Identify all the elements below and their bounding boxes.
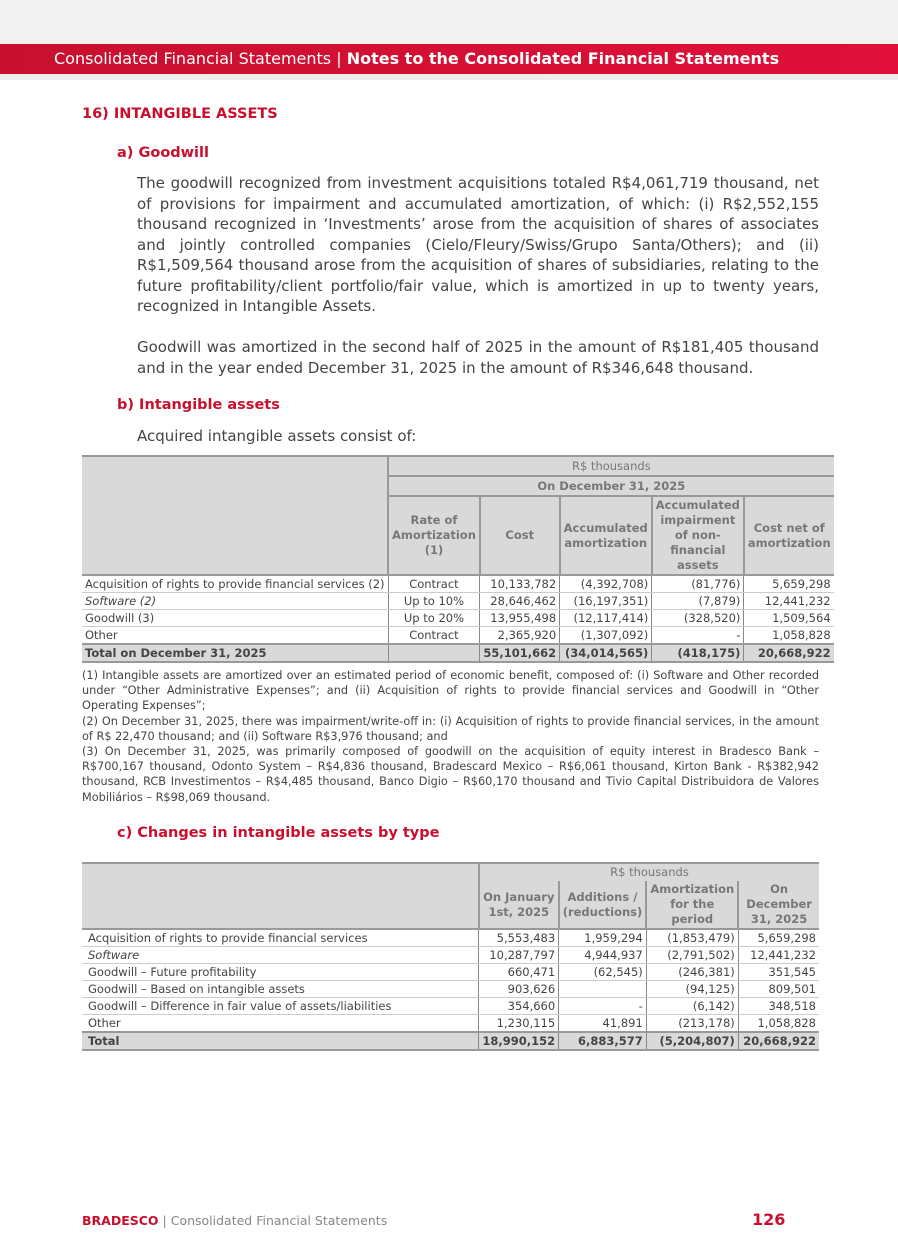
row-label: Goodwill – Future profitability [82,964,479,981]
footer-brand: BRADESCO [82,1213,159,1228]
column-header: Amortization for the period [646,881,738,929]
cell: 10,287,797 [479,947,559,964]
footer-text: Consolidated Financial Statements [170,1213,388,1228]
cell: 1,509,564 [744,610,834,627]
column-header: Cost net of amortization [744,496,834,575]
table-row [82,593,834,610]
cell: 12,441,232 [744,593,834,610]
goodwill-heading: a) Goodwill [117,145,209,161]
table-row [82,610,834,627]
cell: (1,307,092) [560,627,652,645]
changes-table [82,862,819,1051]
cell: 351,545 [738,964,819,981]
footnote-2: (2) On December 31, 2025, there was impairment/write-off in: (i) Acquisition of rights to provide financial services, in the amount of R$ 22,470 thousand; and (ii) Software R$3,976 thousand; and [82,714,819,743]
cell: 660,471 [479,964,559,981]
total-label: Total on December 31, 2025 [82,644,388,662]
cell: (4,392,708) [560,575,652,593]
cell: (213,178) [646,1015,738,1033]
cell: (246,381) [646,964,738,981]
cell: 1,058,828 [744,627,834,645]
header-separator: | [331,49,347,68]
page-header [0,44,898,74]
total-row [82,1032,819,1050]
footnote-1: (1) Intangible assets are amortized over an estimated period of economic benefit, composed of: (i) Software and Other recorded under “Other Administrative Expenses”; and (ii) Acquisition of rights to provide financial services and Goodwill in “Other Operating Expenses”; [82,669,819,713]
footnote-3: (3) On December 31, 2025, was primarily composed of goodwill on the acquisition of equity interest in Bradesco Bank – R$700,167 thousand, Odonto System – R$4,836 thousand, Bradescard Mexico – R$6,061 thousand, Kirton Bank - R$382,942 thousand, RCB Investimentos – R$4,485 thousand, Banco Digio – R$60,170 thousand and Tivio Capital Distribuidora de Valores Mobiliários – R$98,069 thousand. [82,745,819,804]
section-heading: 16) INTANGIBLE ASSETS [82,106,278,122]
cell: (6,142) [646,998,738,1015]
total-cell: 55,101,662 [480,644,560,662]
table-row [82,964,819,981]
cell: Up to 10% [388,593,480,610]
goodwill-paragraph-1: The goodwill recognized from investment acquisitions totaled R$4,061,719 thousand, net of provisions for impairment and accumulated amortization, of which: (i) R$2,552,155 thousand recognized in ‘Investments’ arose from the acquisition of shares of associates and jointly controlled companies (Cielo/Fleury/Swiss/Grupo Santa/Others); and (ii) R$1,509,564 thousand arose from the acquisition of shares of subsidiaries, relating to the future profitability/client portfolio/fair value, which is amortized in up to twenty years, recognized in Intangible Assets. [137,174,819,315]
table-row [82,998,819,1015]
column-header: On January 1st, 2025 [479,881,559,929]
top-band [0,0,898,44]
column-header: Accumulated impairment of non-financial assets [652,496,744,575]
unit-label: R$ thousands [388,456,834,476]
row-label: Other [82,1015,479,1033]
cell [559,981,647,998]
cell: (16,197,351) [560,593,652,610]
total-cell: 18,990,152 [479,1032,559,1050]
cell: 12,441,232 [738,947,819,964]
row-label: Goodwill – Difference in fair value of assets/liabilities [82,998,479,1015]
total-cell: (418,175) [652,644,744,662]
footer-sep: | [158,1213,171,1228]
row-label: Goodwill (3) [82,610,388,627]
cell: 41,891 [559,1015,647,1033]
cell: Contract [388,575,480,593]
row-label: Software [82,947,479,964]
column-header: Accumulated amortization [560,496,652,575]
cell: 2,365,920 [480,627,560,645]
cell: 354,660 [479,998,559,1015]
intangible-heading: b) Intangible assets [117,397,280,413]
cell: 1,959,294 [559,929,647,947]
table-row [82,947,819,964]
cell: Contract [388,627,480,645]
cell: (12,117,414) [560,610,652,627]
header-title: Notes to the Consolidated Financial Statements [346,49,780,68]
total-cell: 6,883,577 [559,1032,647,1050]
cell: (1,853,479) [646,929,738,947]
intangible-assets-table [82,455,834,663]
total-cell: 20,668,922 [738,1032,819,1050]
cell: (2,791,502) [646,947,738,964]
column-header: On December 31, 2025 [738,881,819,929]
period-label: On December 31, 2025 [388,476,834,496]
cell: (328,520) [652,610,744,627]
row-label: Software (2) [82,593,388,610]
cell: 4,944,937 [559,947,647,964]
row-label: Other [82,627,388,645]
cell: (94,125) [646,981,738,998]
unit-label: R$ thousands [479,863,819,881]
table-row [82,575,834,593]
header-section: Consolidated Financial Statements [54,49,332,68]
total-cell: 20,668,922 [744,644,834,662]
goodwill-paragraph-2: Goodwill was amortized in the second half of 2025 in the amount of R$181,405 thousand and in the year ended December 31, 2025 in the amount of R$346,648 thousand. [137,338,819,377]
page-number: 126 [752,1210,786,1229]
cell: 5,659,298 [738,929,819,947]
cell: 1,230,115 [479,1015,559,1033]
column-header: Cost [480,496,560,575]
total-cell: (5,204,807) [646,1032,738,1050]
total-cell: (34,014,565) [560,644,652,662]
cell: 1,058,828 [738,1015,819,1033]
header-blank [82,863,479,929]
cell: 809,501 [738,981,819,998]
row-label: Goodwill – Based on intangible assets [82,981,479,998]
footer [82,1213,387,1228]
changes-heading: c) Changes in intangible assets by type [117,825,440,841]
cell: - [652,627,744,645]
table-row [82,1015,819,1033]
cell: (62,545) [559,964,647,981]
total-cell [388,644,480,662]
cell: Up to 20% [388,610,480,627]
table-row [82,981,819,998]
cell: (81,776) [652,575,744,593]
cell: 903,626 [479,981,559,998]
cell: 5,553,483 [479,929,559,947]
cell: 13,955,498 [480,610,560,627]
cell: 28,646,462 [480,593,560,610]
cell: 5,659,298 [744,575,834,593]
column-header: Rate of Amortization (1) [388,496,480,575]
row-label: Acquisition of rights to provide financial services (2) [82,575,388,593]
cell: - [559,998,647,1015]
row-label: Acquisition of rights to provide financial services [82,929,479,947]
header-blank [82,456,388,575]
table-row [82,929,819,947]
footnotes [82,668,819,805]
total-row [82,644,834,662]
cell: (7,879) [652,593,744,610]
cell: 10,133,782 [480,575,560,593]
cell: 348,518 [738,998,819,1015]
header-shadow [0,74,898,80]
total-label: Total [82,1032,479,1050]
column-header: Additions / (reductions) [559,881,647,929]
intangible-intro: Acquired intangible assets consist of: [137,427,417,445]
table-row [82,627,834,645]
